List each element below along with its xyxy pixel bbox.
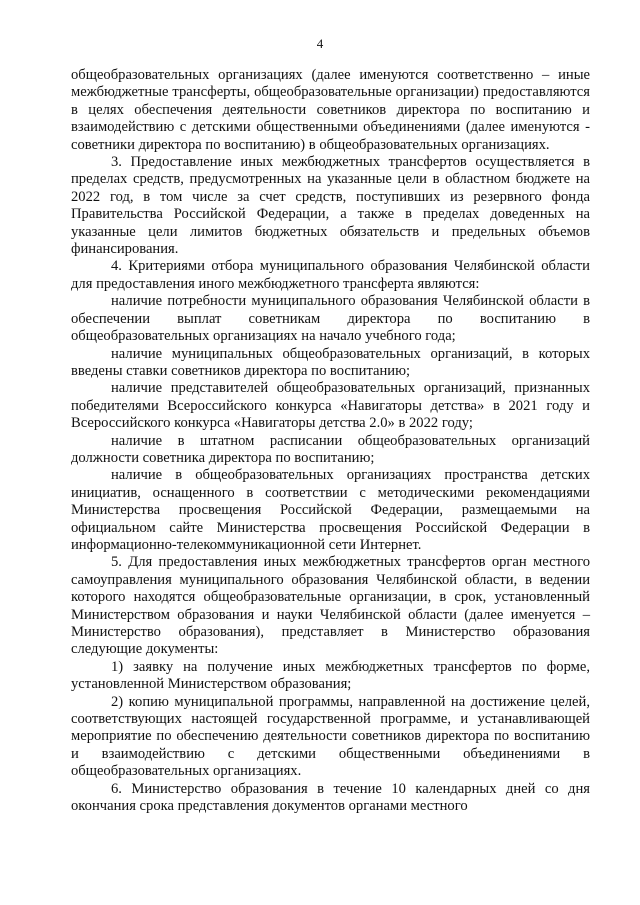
paragraph: наличие в штатном расписании общеобразовательных организаций должности советника директора по воспитанию; <box>71 432 590 466</box>
paragraph: 1) заявку на получение иных межбюджетных трансфертов по форме, установленной Министерством образования; <box>71 658 590 693</box>
paragraph: 6. Министерство образования в течение 10 календарных дней со дня окончания срока представления документов органами местного <box>71 780 590 815</box>
paragraph: 4. Критериями отбора муниципального образования Челябинской области для предоставления иного межбюджетного трансферта являются: <box>71 258 590 292</box>
paragraph: 2) копию муниципальной программы, направленной на достижение целей, соответствующих настоящей государственной программе, и устанавливающей мероприятие по обеспечению деятельности советников директора по воспитанию и взаимодействию с детскими общественными объединениями в общеобразовательных организациях. <box>71 693 590 780</box>
paragraph: 5. Для предоставления иных межбюджетных трансфертов орган местного самоуправления муниципального образования Челябинской области, в ведении которого находятся общеобразовательные организации, в срок, установленный Министерством образования и науки Челябинской области (далее именуется – Министерство образования), представляет в Министерство образования следующие документы: <box>71 554 590 658</box>
page-number: 4 <box>316 36 324 51</box>
paragraph: 3. Предоставление иных межбюджетных трансфертов осуществляется в пределах средств, предусмотренных на указанные цели в областном бюджете на 2022 год, в том числе за счет средств, поступивших из резервного фонда Правительства Российской Федерации, а также в пределах доведенных на указанные цели лимитов бюджетных обязательств и предельных объемов финансирования. <box>71 154 590 258</box>
paragraph: наличие муниципальных общеобразовательных организаций, в которых введены ставки советников директора по воспитанию; <box>71 345 590 379</box>
paragraph: наличие представителей общеобразовательных организаций, признанных победителями Всероссийского конкурса «Навигаторы детства» в 2021 году и Всероссийского конкурса «Навигаторы детства 2.0» в 2022 году; <box>71 380 590 432</box>
paragraph: наличие потребности муниципального образования Челябинской области в обеспечении выплат советникам директора по воспитанию в общеобразовательных организациях на начало учебного года; <box>71 293 590 345</box>
document-body <box>71 67 590 815</box>
paragraph: общеобразовательных организациях (далее именуются соответственно – иные межбюджетные трансферты, общеобразовательные организации) предоставляются в целях обеспечения деятельности советников директора по воспитанию и взаимодействию с детскими общественными объединениями (далее именуются - советники директора по воспитанию) в общеобразовательных организациях. <box>71 67 590 153</box>
paragraph: наличие в общеобразовательных организациях пространства детских инициатив, оснащенного в соответствии с методическими рекомендациями Министерства просвещения Российской Федерации, размещаемыми на официальном сайте Министерства просвещения Российской Федерации в информационно-телекоммуникационной сети Интернет. <box>71 467 590 553</box>
